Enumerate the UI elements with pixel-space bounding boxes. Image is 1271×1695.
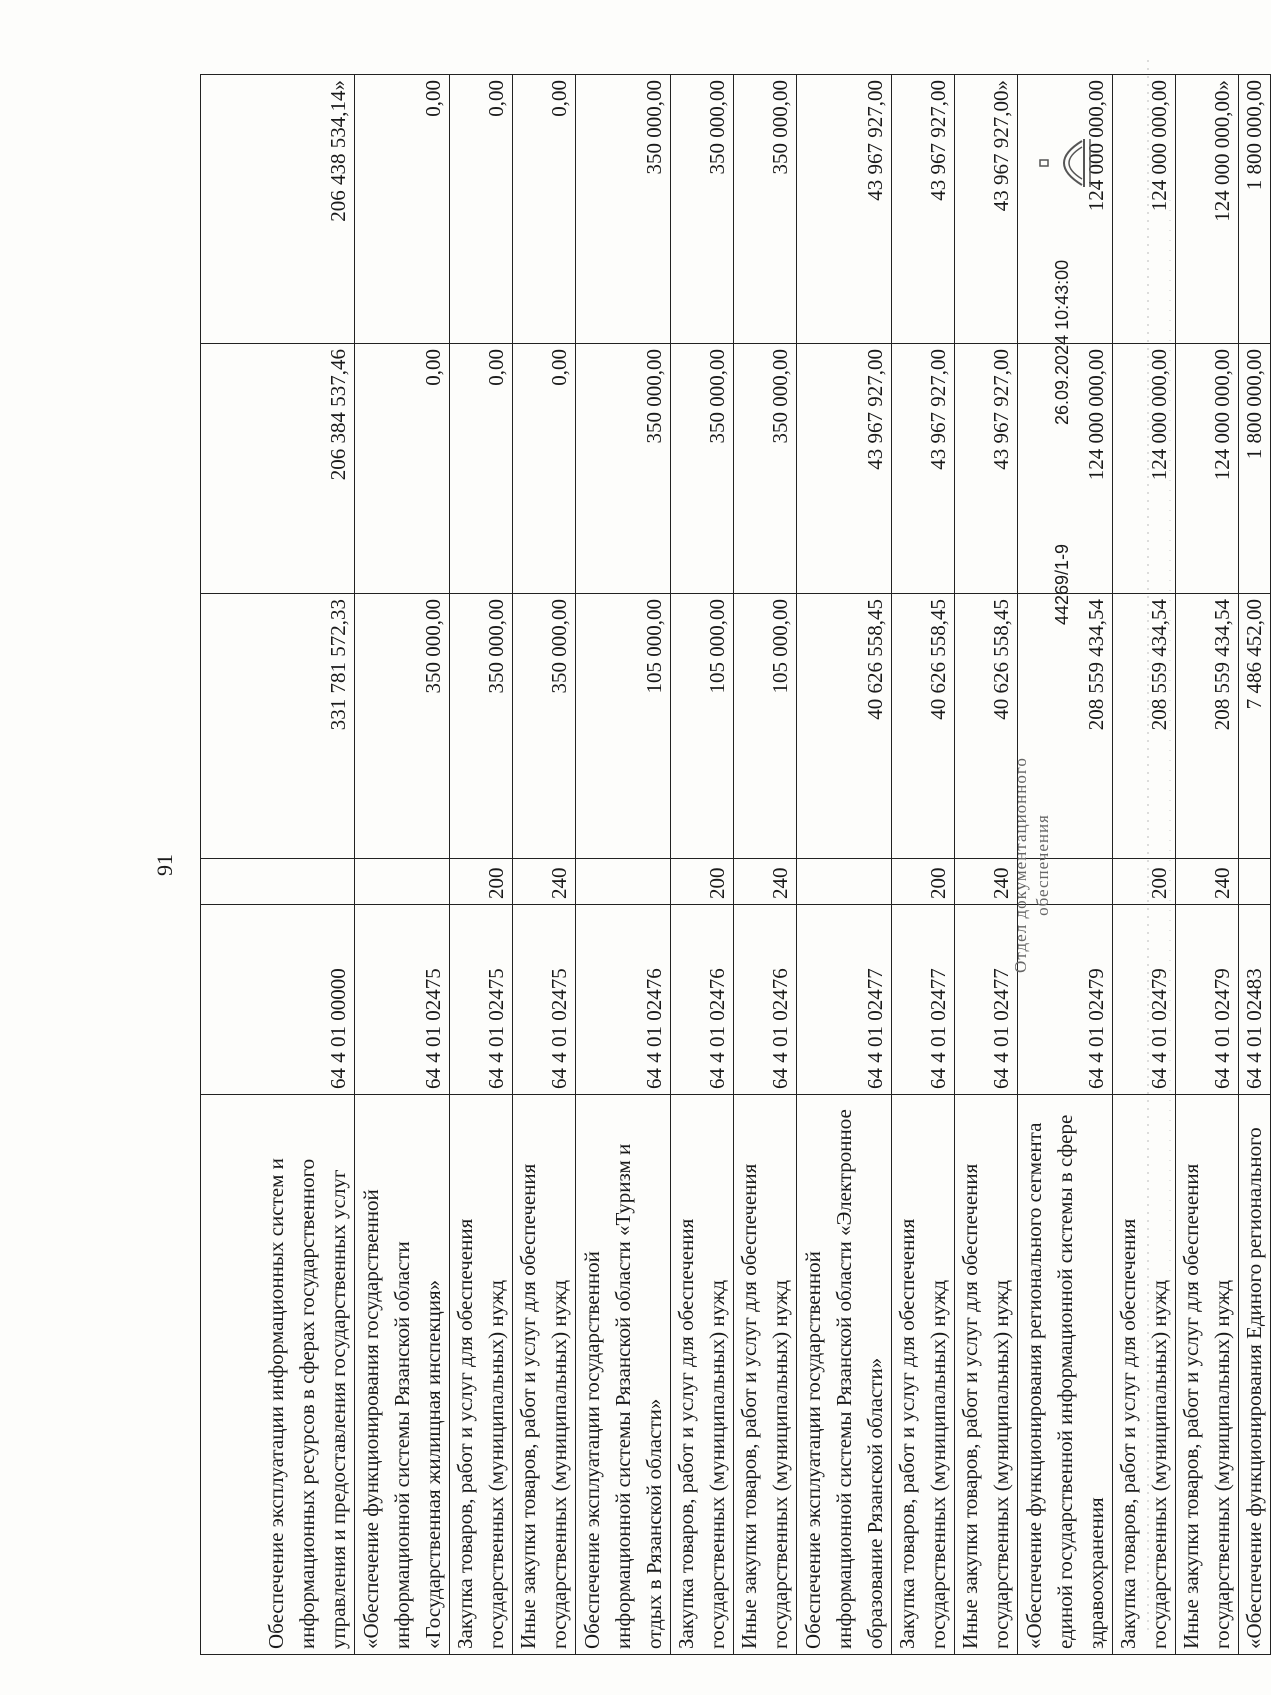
row-sum-2: 43 967 927,00 <box>797 344 892 594</box>
row-vr: 200 <box>450 859 513 905</box>
row-sum-1: 40 626 558,45 <box>955 594 1018 859</box>
row-sum-3: 0,00 <box>450 75 513 344</box>
table-row <box>513 75 576 1655</box>
stamp-line-2: обеспечения <box>1033 814 1052 916</box>
row-sum-2: 350 000,00 <box>576 344 671 594</box>
row-code: 64 4 01 02476 <box>734 905 797 1095</box>
row-vr: 200 <box>1113 859 1176 905</box>
row-code: 64 4 01 02477 <box>797 905 892 1095</box>
row-code: 64 4 01 02475 <box>355 905 450 1095</box>
row-code: 64 4 01 02475 <box>513 905 576 1095</box>
budget-table <box>200 74 1271 1655</box>
row-code: 64 4 01 02479 <box>1113 905 1176 1095</box>
row-sum-3: 350 000,00 <box>671 75 734 344</box>
row-sum-2: 206 384 537,46 <box>201 344 355 594</box>
row-code: 64 4 01 02479 <box>1018 905 1113 1095</box>
department-stamp <box>1010 715 1054 1015</box>
table-row <box>892 75 955 1655</box>
footer-doc-number: 44269/1-9 <box>1052 543 1072 625</box>
row-sum-3: 350 000,00 <box>576 75 671 344</box>
row-sum-2: 350 000,00 <box>734 344 797 594</box>
row-code: 64 4 01 02483 <box>1239 905 1271 1095</box>
row-vr <box>797 859 892 905</box>
row-sum-3: 43 967 927,00» <box>955 75 1018 344</box>
row-sum-1: 105 000,00 <box>671 594 734 859</box>
row-sum-1: 40 626 558,45 <box>797 594 892 859</box>
row-code: 64 4 01 02476 <box>576 905 671 1095</box>
row-sum-2: 124 000 000,00 <box>1018 344 1113 594</box>
row-vr: 240 <box>955 859 1018 905</box>
table-row <box>955 75 1018 1655</box>
row-sum-1: 105 000,00 <box>734 594 797 859</box>
table-row <box>671 75 734 1655</box>
page-number: 91 <box>152 854 177 876</box>
stamp-line-1: Отдел документационного <box>1011 757 1030 973</box>
row-sum-2: 124 000 000,00 <box>1176 344 1239 594</box>
row-vr: 200 <box>671 859 734 905</box>
row-code: 64 4 01 00000 <box>201 905 355 1095</box>
row-sum-1: 350 000,00 <box>513 594 576 859</box>
row-code: 64 4 01 02475 <box>450 905 513 1095</box>
row-code: 64 4 01 02477 <box>955 905 1018 1095</box>
row-name: «Обеспечение функционирования Единого регионального <box>1239 1095 1271 1655</box>
row-sum-3: 1 800 000,00 <box>1239 75 1271 344</box>
row-sum-3: 0,00 <box>355 75 450 344</box>
row-vr <box>1239 859 1271 905</box>
scan-edge-marks <box>1140 0 1200 1695</box>
row-vr: 240 <box>734 859 797 905</box>
table-row <box>450 75 513 1655</box>
row-sum-1: 350 000,00 <box>450 594 513 859</box>
row-vr <box>201 859 355 905</box>
table-row <box>1239 75 1271 1655</box>
row-name: Закупка товаров, работ и услуг для обеспечения государственных (муниципальных) нужд <box>450 1095 513 1655</box>
row-sum-1: 350 000,00 <box>355 594 450 859</box>
row-sum-2: 1 800 000,00 <box>1239 344 1271 594</box>
row-vr: 200 <box>892 859 955 905</box>
row-vr <box>576 859 671 905</box>
row-name: Иные закупки товаров, работ и услуг для обеспечения государственных (муниципальных) нужд <box>955 1095 1018 1655</box>
duma-emblem-icon <box>1038 131 1098 195</box>
row-sum-2: 0,00 <box>513 344 576 594</box>
row-name: Закупка товаров, работ и услуг для обеспечения государственных (муниципальных) нужд <box>671 1095 734 1655</box>
row-name: Закупка товаров, работ и услуг для обеспечения государственных (муниципальных) нужд <box>1113 1095 1176 1655</box>
row-sum-3: 124 000 000,00 <box>1113 75 1176 344</box>
row-sum-2: 0,00 <box>355 344 450 594</box>
row-sum-2: 43 967 927,00 <box>892 344 955 594</box>
row-sum-1: 208 559 434,54 <box>1176 594 1239 859</box>
row-name: Обеспечение эксплуатации государственной информационной системы Рязанской области «Электронное образование Рязанской области» <box>797 1095 892 1655</box>
row-code: 64 4 01 02476 <box>671 905 734 1095</box>
row-vr: 240 <box>513 859 576 905</box>
row-sum-3: 124 000 000,00» <box>1176 75 1239 344</box>
table-row <box>734 75 797 1655</box>
row-sum-2: 43 967 927,00 <box>955 344 1018 594</box>
row-sum-1: 7 486 452,00 <box>1239 594 1271 859</box>
table-row <box>355 75 450 1655</box>
row-vr <box>355 859 450 905</box>
row-sum-3: 43 967 927,00 <box>892 75 955 344</box>
row-name: Закупка товаров, работ и услуг для обеспечения государственных (муниципальных) нужд <box>892 1095 955 1655</box>
row-sum-1: 105 000,00 <box>576 594 671 859</box>
row-name: «Обеспечение функционирования регионального сегмента единой государственной информационной системы в сфере здравоохранения <box>1018 1095 1113 1655</box>
row-sum-3: 0,00 <box>513 75 576 344</box>
row-sum-1: 208 559 434,54 <box>1018 594 1113 859</box>
table-row <box>576 75 671 1655</box>
row-sum-1: 331 781 572,33 <box>201 594 355 859</box>
table-row <box>201 75 355 1655</box>
row-sum-2: 124 000 000,00 <box>1113 344 1176 594</box>
row-sum-3: 206 438 534,14» <box>201 75 355 344</box>
row-sum-1: 40 626 558,45 <box>892 594 955 859</box>
row-name: Иные закупки товаров, работ и услуг для обеспечения государственных (муниципальных) нужд <box>734 1095 797 1655</box>
row-sum-3: 124 000 000,00 <box>1018 75 1113 344</box>
table-row <box>797 75 892 1655</box>
row-sum-2: 0,00 <box>450 344 513 594</box>
row-name: Обеспечение эксплуатации государственной информационной системы Рязанской области «Туризм и отдых в Рязанской области» <box>576 1095 671 1655</box>
row-sum-3: 350 000,00 <box>734 75 797 344</box>
row-name: «Обеспечение функционирования государственной информационной системы Рязанской области «Государственная жилищная инспекция» <box>355 1095 450 1655</box>
row-code: 64 4 01 02477 <box>892 905 955 1095</box>
row-name: Иные закупки товаров, работ и услуг для обеспечения государственных (муниципальных) нужд <box>1176 1095 1239 1655</box>
row-name: Иные закупки товаров, работ и услуг для обеспечения государственных (муниципальных) нужд <box>513 1095 576 1655</box>
row-sum-3: 43 967 927,00 <box>797 75 892 344</box>
row-vr: 240 <box>1176 859 1239 905</box>
row-name: Обеспечение эксплуатации информационных систем и информационных ресурсов в сферах государственного управления и предоставления государственных услуг <box>201 1095 355 1655</box>
row-code: 64 4 01 02479 <box>1176 905 1239 1095</box>
row-sum-1: 208 559 434,54 <box>1113 594 1176 859</box>
rotated-page <box>130 75 1266 1655</box>
footer-datetime: 26.09.2024 10:43:00 <box>1052 259 1072 425</box>
row-sum-2: 350 000,00 <box>671 344 734 594</box>
